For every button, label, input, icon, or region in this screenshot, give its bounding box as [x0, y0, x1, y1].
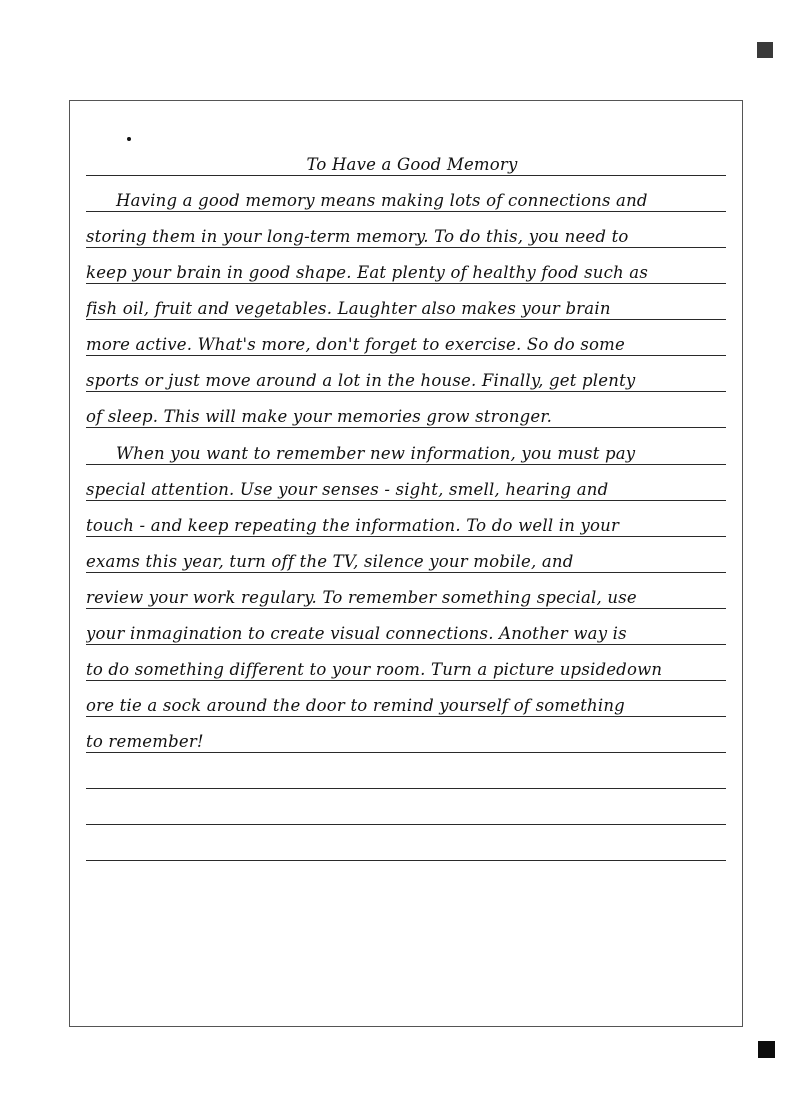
essay-line-5: more active. What's more, don't forget to exercise. So do some — [86, 332, 726, 356]
essay-line-9: special attention. Use your senses - sight, smell, hearing and — [86, 477, 726, 501]
essay-title: To Have a Good Memory — [86, 152, 726, 176]
essay-line-4: fish oil, fruit and vegetables. Laughter also makes your brain — [86, 296, 726, 320]
blank-line — [86, 837, 726, 861]
essay-line-1: Having a good memory means making lots of connections and — [86, 188, 726, 212]
blank-line — [86, 801, 726, 825]
essay-line-13: your inmagination to create visual connections. Another way is — [86, 621, 726, 645]
essay-line-8: When you want to remember new information, you must pay — [86, 441, 726, 465]
essay-line-3: keep your brain in good shape. Eat plenty of healthy food such as — [86, 260, 726, 284]
essay-line-2: storing them in your long-term memory. To do this, you need to — [86, 224, 726, 248]
essay-line-6: sports or just move around a lot in the house. Finally, get plenty — [86, 368, 726, 392]
essay-line-16: to remember! — [86, 729, 726, 753]
essay-line-15: ore tie a sock around the door to remind yourself of something — [86, 693, 726, 717]
essay-line-14: to do something different to your room. Turn a picture upsidedown — [86, 657, 726, 681]
essay-line-10: touch - and keep repeating the information. To do well in your — [86, 513, 726, 537]
blank-line — [86, 765, 726, 789]
essay-line-7: of sleep. This will make your memories grow stronger. — [86, 404, 726, 428]
registration-mark-top — [757, 42, 773, 58]
ink-dot — [127, 137, 131, 141]
registration-mark-bottom — [758, 1041, 775, 1058]
essay-line-12: review your work regulary. To remember something special, use — [86, 585, 726, 609]
essay-line-11: exams this year, turn off the TV, silence your mobile, and — [86, 549, 726, 573]
